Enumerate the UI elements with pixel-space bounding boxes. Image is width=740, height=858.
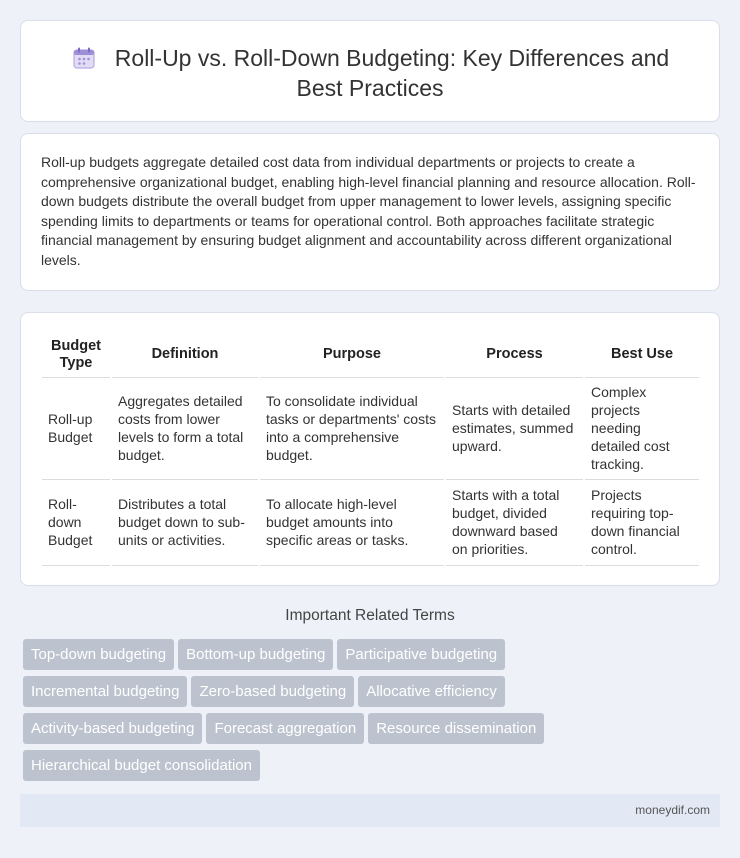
related-terms-title: Important Related Terms: [285, 607, 455, 624]
related-term-tag[interactable]: Zero-based budgeting: [191, 676, 354, 707]
page-title: Roll-Up vs. Roll-Down Budgeting: Key Differences and Best Practices: [114, 45, 670, 101]
column-header: Definition: [111, 333, 259, 377]
intro-card: [20, 133, 720, 291]
table-row: [42, 377, 699, 479]
table-row: [42, 479, 699, 565]
column-header: Process: [445, 333, 584, 377]
related-term-tag[interactable]: Forecast aggregation: [206, 713, 364, 744]
table-cell: Starts with detailed estimates, summed upward.: [445, 377, 584, 479]
related-terms-list: [23, 639, 723, 787]
footer: [20, 794, 720, 827]
comparison-table: [42, 333, 699, 566]
column-header: Best Use: [584, 333, 699, 377]
column-header: Budget Type: [42, 333, 111, 377]
page-title-wrap: [61, 43, 679, 103]
table-cell: Roll-down Budget: [42, 479, 111, 565]
related-term-tag[interactable]: Bottom-up budgeting: [178, 639, 333, 670]
table-cell: Distributes a total budget down to sub-units or activities.: [111, 479, 259, 565]
table-header-row: [42, 333, 699, 377]
column-header: Purpose: [259, 333, 445, 377]
related-term-tag[interactable]: Allocative efficiency: [358, 676, 505, 707]
table-cell: Complex projects needing detailed cost tracking.: [584, 377, 699, 479]
related-term-tag[interactable]: Participative budgeting: [337, 639, 505, 670]
title-card: [20, 20, 720, 122]
table-cell: Aggregates detailed costs from lower levels to form a total budget.: [111, 377, 259, 479]
related-term-tag[interactable]: Activity-based budgeting: [23, 713, 202, 744]
related-term-tag[interactable]: Resource dissemination: [368, 713, 544, 744]
table-cell: Projects requiring top-down financial control.: [584, 479, 699, 565]
related-term-tag[interactable]: Incremental budgeting: [23, 676, 187, 707]
table-cell: Starts with a total budget, divided downward based on priorities.: [445, 479, 584, 565]
table-cell: To allocate high-level budget amounts into specific areas or tasks.: [259, 479, 445, 565]
table-cell: To consolidate individual tasks or departments' costs into a comprehensive budget.: [259, 377, 445, 479]
footer-site[interactable]: moneydif.com: [635, 803, 710, 817]
table-cell: Roll-up Budget: [42, 377, 111, 479]
related-term-tag[interactable]: Top-down budgeting: [23, 639, 174, 670]
intro-paragraph: Roll-up budgets aggregate detailed cost data from individual departments or projects to create a comprehensive organizational budget, enabling high-level financial planning and resource allocation. Roll-down budgets distribute the overall budget from upper management to lower levels, assigning specific spending limits to departments or teams for operational control. Both approaches facilitate strategic financial management by ensuring budget alignment and accountability across different organizational levels.: [41, 154, 696, 268]
comparison-card: [20, 312, 720, 586]
calendar-icon: [71, 47, 97, 69]
related-term-tag[interactable]: Hierarchical budget consolidation: [23, 750, 260, 781]
